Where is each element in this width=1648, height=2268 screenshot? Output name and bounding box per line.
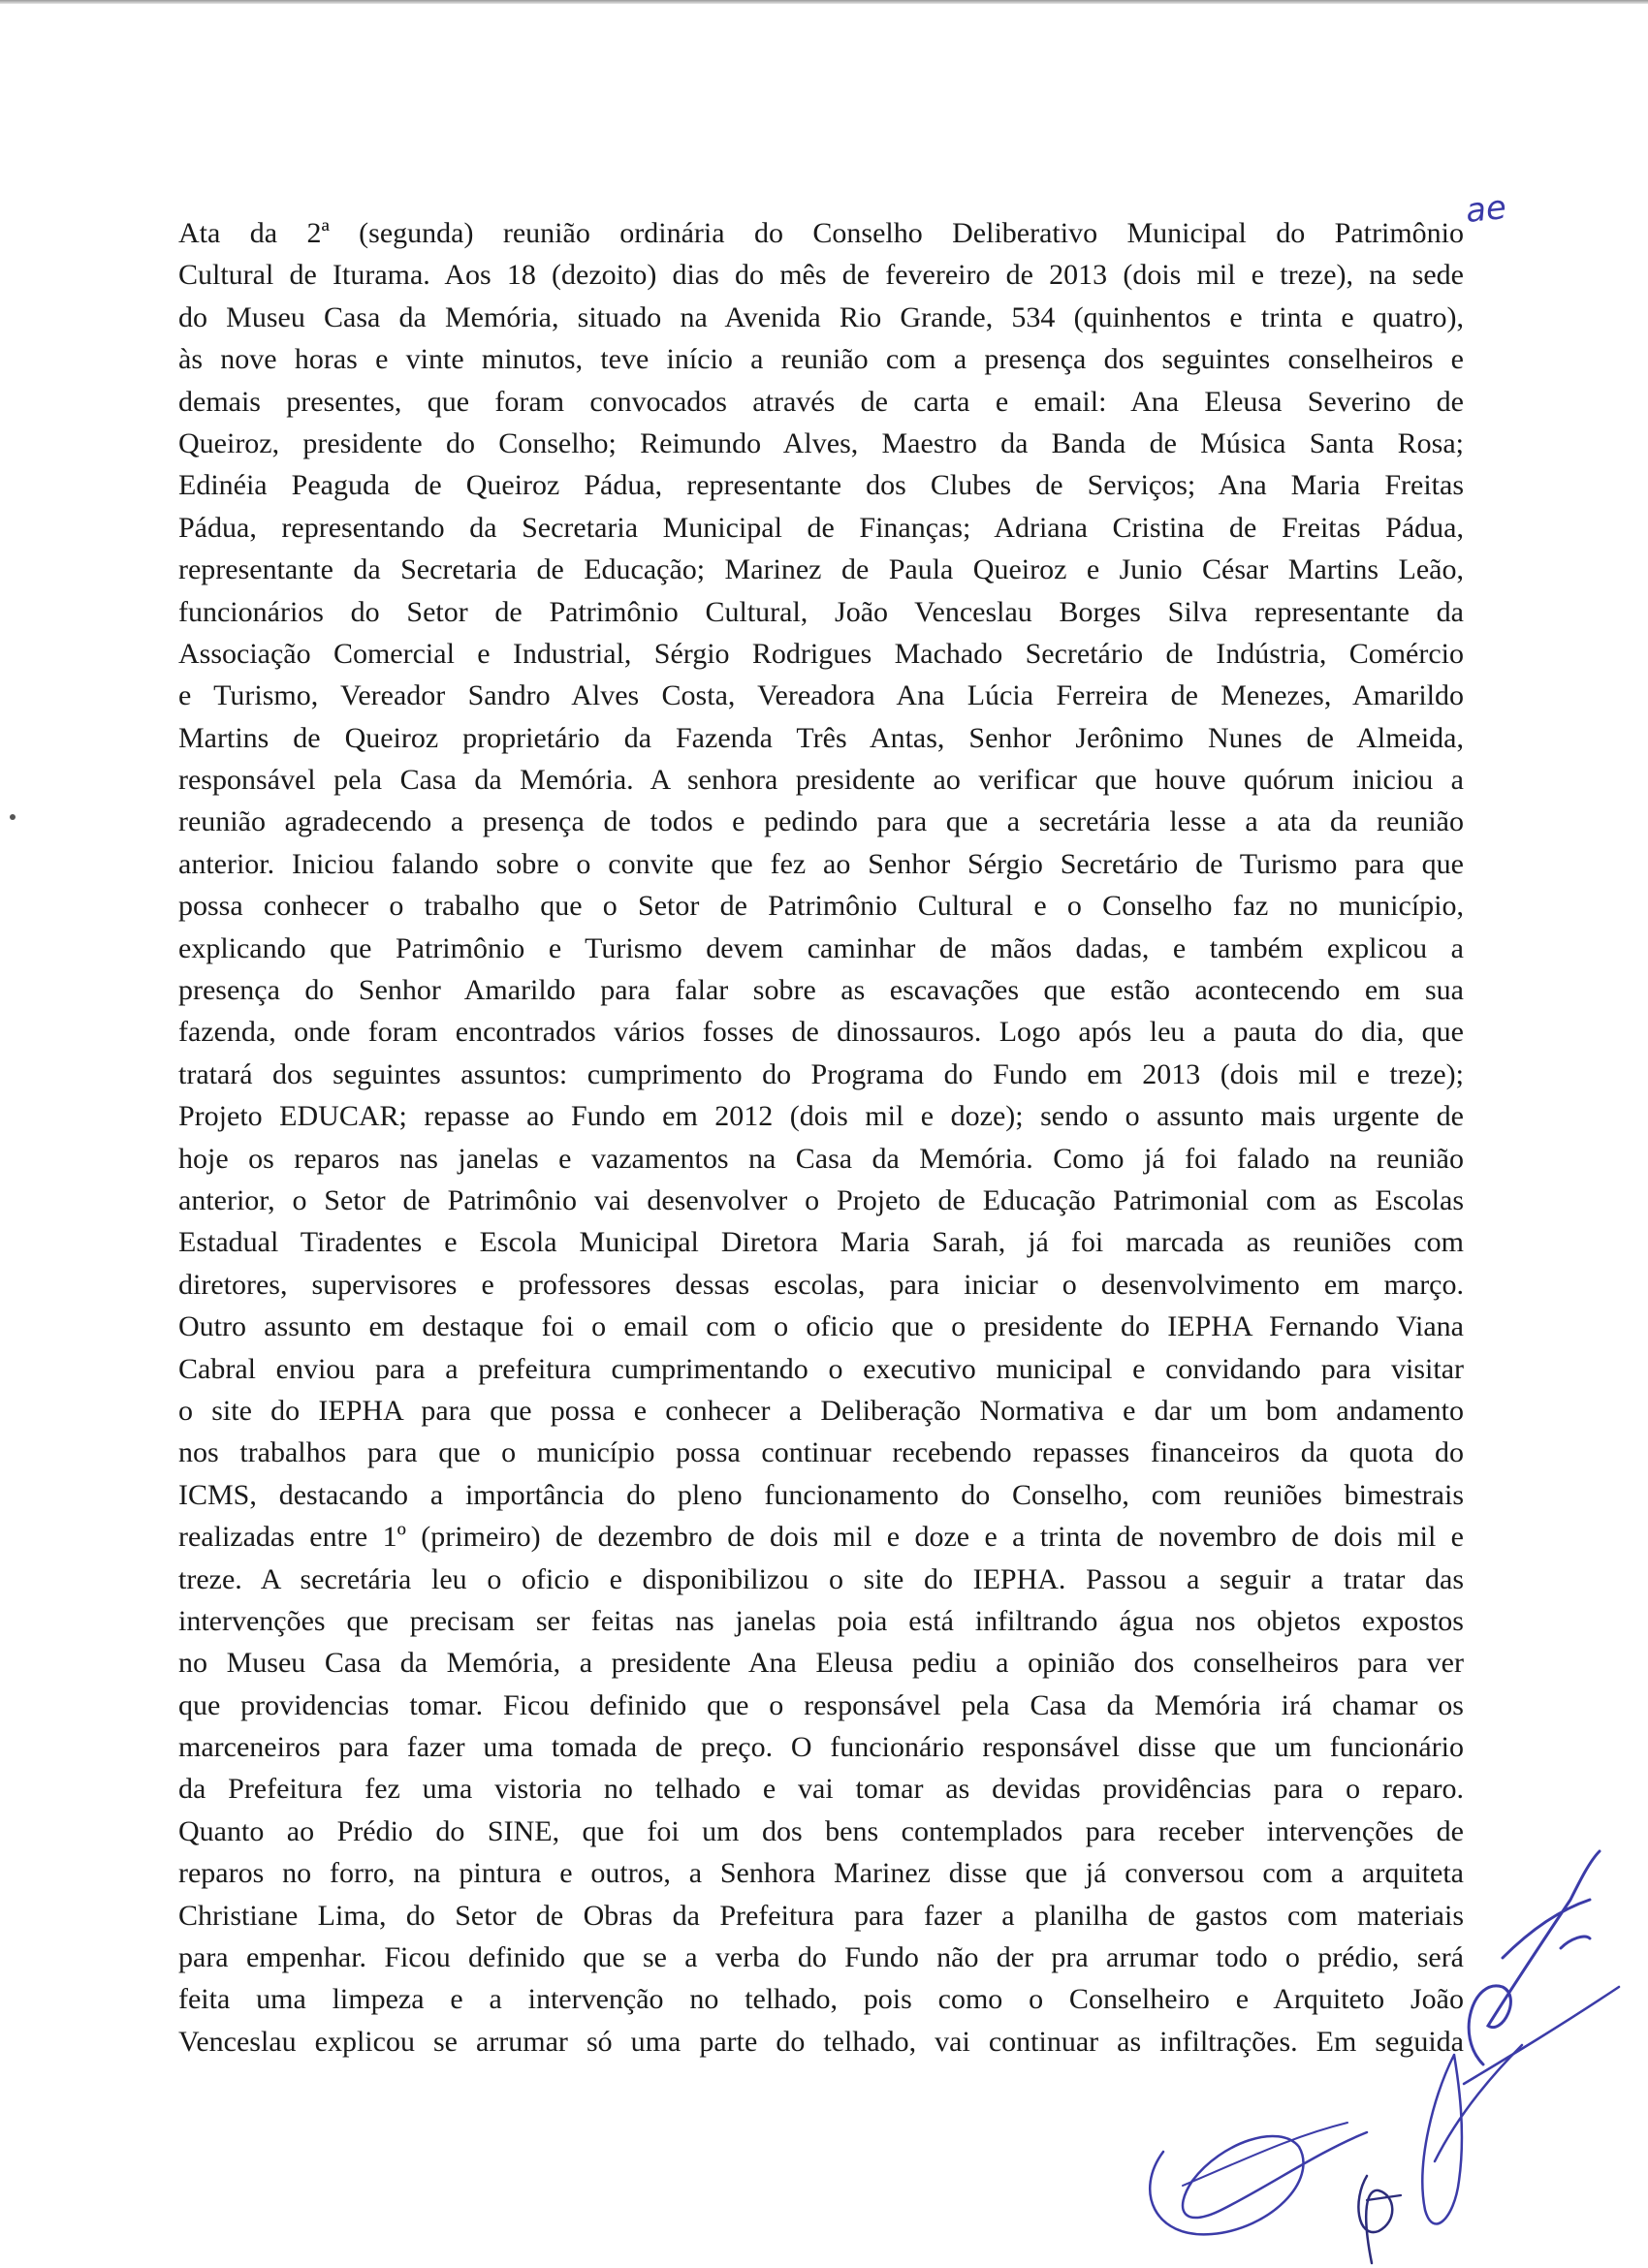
text-line: treze. A secretária leu o oficio e disponibilizou o site do IEPHA. Passou a seguir a tratar das	[178, 1562, 1464, 1595]
text-line: realizadas entre 1º (primeiro) de dezembro de dois mil e doze e a trinta de novembro de dois mil e	[178, 1521, 1464, 1554]
text-line: no Museu Casa da Memória, a presidente Ana Eleusa pediu a opinião dos conselheiros para ver	[178, 1647, 1464, 1680]
text-line: Pádua, representando da Secretaria Municipal de Finanças; Adriana Cristina de Freitas Pádua,	[178, 511, 1464, 544]
text-line: tratará dos seguintes assuntos: cumprimento do Programa do Fundo em 2013 (dois mil e treze);	[178, 1057, 1464, 1090]
text-line: Ata da 2ª (segunda) reunião ordinária do Conselho Deliberativo Municipal do Patrimônio	[178, 217, 1464, 249]
text-line: intervenções que precisam ser feitas nas janelas poia está infiltrando água nos objetos expostos	[178, 1604, 1464, 1637]
text-line: funcionários do Setor de Patrimônio Cultural, João Venceslau Borges Silva representante da	[178, 595, 1464, 628]
minutes-body-text	[178, 212, 1464, 2063]
text-line: Martins de Queiroz proprietário da Fazenda Três Antas, Senhor Jerônimo Nunes de Almeida,	[178, 721, 1464, 754]
text-line: presença do Senhor Amarildo para falar sobre as escavações que estão acontecendo em sua	[178, 974, 1464, 1007]
text-line: Cultural de Iturama. Aos 18 (dezoito) dias do mês de fevereiro de 2013 (dois mil e treze), na sede	[178, 259, 1464, 292]
text-line: do Museu Casa da Memória, situado na Avenida Rio Grande, 534 (quinhentos e trinta e quatro),	[178, 300, 1464, 333]
text-line: Venceslau explicou se arrumar só uma parte do telhado, vai continuar as infiltrações. Em seguida	[178, 2025, 1464, 2058]
text-line: representante da Secretaria de Educação; Marinez de Paula Queiroz e Junio César Martins Leão,	[178, 553, 1464, 586]
text-line: Edinéia Peaguda de Queiroz Pádua, representante dos Clubes de Serviços; Ana Maria Freitas	[178, 469, 1464, 502]
text-line: demais presentes, que foram convocados através de carta e email: Ana Eleusa Severino de	[178, 385, 1464, 418]
text-line: Associação Comercial e Industrial, Sérgio Rodrigues Machado Secretário de Indústria, Comércio	[178, 637, 1464, 670]
text-line: nos trabalhos para que o município possa continuar recebendo repasses financeiros da quota do	[178, 1436, 1464, 1469]
text-line: Outro assunto em destaque foi o email com o oficio que o presidente do IEPHA Fernando Viana	[178, 1310, 1464, 1343]
text-line: que providencias tomar. Ficou definido que o responsável pela Casa da Memória irá chamar os	[178, 1688, 1464, 1721]
stray-ink-dot	[10, 814, 16, 820]
handwritten-margin-note: ae	[1464, 187, 1508, 232]
text-line: para empenhar. Ficou definido que se a verba do Fundo não der pra arrumar todo o prédio, será	[178, 1941, 1464, 1974]
bottom-signatures	[1125, 2016, 1532, 2268]
text-line: anterior. Iniciou falando sobre o convite que fez ao Senhor Sérgio Secretário de Turismo para que	[178, 847, 1464, 880]
text-line: feita uma limpeza e a intervenção no telhado, pois como o Conselheiro e Arquiteto João	[178, 1983, 1464, 2016]
text-line: fazenda, onde foram encontrados vários fosses de dinossauros. Logo após leu a pauta do dia, que	[178, 1016, 1464, 1049]
text-line: diretores, supervisores e professores dessas escolas, para iniciar o desenvolvimento em março.	[178, 1268, 1464, 1301]
scan-top-edge	[0, 0, 1648, 4]
text-line: hoje os reparos nas janelas e vazamentos na Casa da Memória. Como já foi falado na reunião	[178, 1142, 1464, 1175]
text-line: responsável pela Casa da Memória. A senhora presidente ao verificar que houve quórum iniciou a	[178, 764, 1464, 797]
text-line: explicando que Patrimônio e Turismo devem caminhar de mãos dadas, e também explicou a	[178, 931, 1464, 964]
text-line: Queiroz, presidente do Conselho; Reimundo Alves, Maestro da Banda de Música Santa Rosa;	[178, 426, 1464, 459]
text-line: Quanto ao Prédio do SINE, que foi um dos bens contemplados para receber intervenções de	[178, 1814, 1464, 1847]
text-line: marceneiros para fazer uma tomada de preço. O funcionário responsável disse que um funcionário	[178, 1731, 1464, 1764]
text-line: da Prefeitura fez uma vistoria no telhado e vai tomar as devidas providências para o reparo.	[178, 1773, 1464, 1806]
text-line: e Turismo, Vereador Sandro Alves Costa, Vereadora Ana Lúcia Ferreira de Menezes, Amarildo	[178, 679, 1464, 712]
text-line: reparos no forro, na pintura e outros, a Senhora Marinez disse que já conversou com a arquiteta	[178, 1857, 1464, 1890]
text-line: Christiane Lima, do Setor de Obras da Prefeitura para fazer a planilha de gastos com materiais	[178, 1899, 1464, 1932]
text-line: Estadual Tiradentes e Escola Municipal Diretora Maria Sarah, já foi marcada as reuniões com	[178, 1226, 1464, 1259]
text-line: Projeto EDUCAR; repasse ao Fundo em 2012 (dois mil e doze); sendo o assunto mais urgente de	[178, 1100, 1464, 1133]
text-line: possa conhecer o trabalho que o Setor de Patrimônio Cultural e o Conselho faz no município,	[178, 890, 1464, 923]
text-line: reunião agradecendo a presença de todos e pedindo para que a secretária lesse a ata da reunião	[178, 805, 1464, 838]
text-line: o site do IEPHA para que possa e conhecer a Deliberação Normativa e dar um bom andamento	[178, 1394, 1464, 1427]
text-line: anterior, o Setor de Patrimônio vai desenvolver o Projeto de Educação Patrimonial com as Escolas	[178, 1183, 1464, 1216]
text-line: às nove horas e vinte minutos, teve início a reunião com a presença dos seguintes conselheiros e	[178, 343, 1464, 376]
text-line: Cabral enviou para a prefeitura cumprimentando o executivo municipal e convidando para visitar	[178, 1352, 1464, 1385]
text-line: ICMS, destacando a importância do pleno funcionamento do Conselho, com reuniões bimestrais	[178, 1478, 1464, 1511]
